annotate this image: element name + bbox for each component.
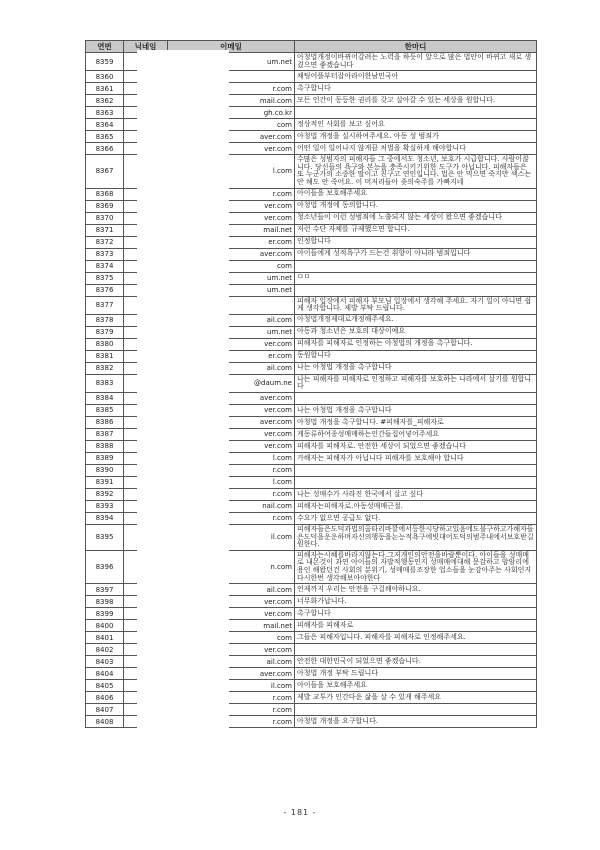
row-email: r.com — [168, 188, 295, 200]
row-comment: 너무화가납니다. — [295, 596, 537, 608]
row-comment: 수많은 성범자의 피해자들 그 중에서도 청소년, 보호가 시급합니다. 사람이잖니다. 당신들의 욕구와 본능을 충족시키기위한 도구가 아닙니다. 피해자들은 또 누군가의 소중한 딸이고 친구고 연인입니다. 법은 안 먹으면 죽지만 섹스는 안 해도 안 죽어요. 이 머저리들아 좆의숙주를 가빠지네 — [295, 155, 537, 188]
row-number: 8383 — [86, 374, 124, 392]
row-comment: 나는 아청법 개정을 촉구합니다 — [295, 404, 537, 416]
row-email: mail.net — [168, 620, 295, 632]
row-comment: 나는 피해자를 피해자로 인정하고 피해자를 보호하는 나라에서 살기를 원합니다 — [295, 374, 537, 392]
row-number: 8364 — [86, 119, 124, 131]
row-comment: 아청법 개정에 동의합니다. — [295, 200, 537, 212]
row-email: il.com — [168, 524, 295, 550]
row-email: gh.co.kr — [168, 107, 295, 119]
row-number: 8384 — [86, 392, 124, 404]
row-number: 8367 — [86, 155, 124, 188]
row-email: um.net — [168, 284, 295, 296]
row-email: ver.com — [168, 644, 295, 656]
row-comment: 아청법 개정을 실시하여주세요. 아동 성 범죄가 — [295, 131, 537, 143]
row-comment — [295, 644, 537, 656]
row-number: 8400 — [86, 620, 124, 632]
row-number: 8394 — [86, 512, 124, 524]
row-email: l.com — [168, 476, 295, 488]
row-email: ail.com — [168, 584, 295, 596]
row-comment: 언제까지 우리는 안전을 구걸해야하나요. — [295, 584, 537, 596]
row-email: r.com — [168, 692, 295, 704]
row-email: @daum.ne — [168, 374, 295, 392]
row-comment: 아이들을 보호해주세요 — [295, 680, 537, 692]
page-number: - 181 - — [283, 808, 317, 817]
row-number: 8393 — [86, 500, 124, 512]
row-number: 8387 — [86, 428, 124, 440]
row-number: 8377 — [86, 296, 124, 314]
row-email: com — [168, 260, 295, 272]
row-number: 8373 — [86, 248, 124, 260]
row-number: 8379 — [86, 326, 124, 338]
row-email: r.com — [168, 464, 295, 476]
row-comment: 아청법 개정 부탁 드립니다 — [295, 668, 537, 680]
row-number: 8376 — [86, 284, 124, 296]
row-number: 8378 — [86, 314, 124, 326]
row-comment: 피해자를 피해자로 인정하는 아청법의 개정을 촉구합니다. — [295, 338, 537, 350]
row-email: mail.com — [168, 95, 295, 107]
row-comment: 피해자 입장에서 피해자 부모님 입장에서 생각해 주세요. 자기 일이 아니면 쉽게 생각합니다. 제발 부탁 드립니다. — [295, 296, 537, 314]
row-number: 8391 — [86, 476, 124, 488]
row-email: com — [168, 632, 295, 644]
row-number: 8403 — [86, 656, 124, 668]
row-number: 8368 — [86, 188, 124, 200]
row-comment — [295, 107, 537, 119]
row-number: 8371 — [86, 224, 124, 236]
row-email: ver.com — [168, 440, 295, 452]
row-number: 8390 — [86, 464, 124, 476]
row-number: 8361 — [86, 83, 124, 95]
row-email: ver.com — [168, 338, 295, 350]
redaction-block — [137, 50, 229, 844]
row-number: 8372 — [86, 236, 124, 248]
row-email: aver.com — [168, 416, 295, 428]
row-number: 8398 — [86, 596, 124, 608]
row-number: 8406 — [86, 692, 124, 704]
header-nickname: 닉네임 — [124, 41, 168, 53]
row-email: l.com — [168, 452, 295, 464]
row-number: 8385 — [86, 404, 124, 416]
row-email: ver.com — [168, 143, 295, 155]
row-comment — [295, 464, 537, 476]
row-comment — [295, 260, 537, 272]
row-email: ail.com — [168, 314, 295, 326]
row-email: ver.com — [168, 608, 295, 620]
row-email: er.com — [168, 350, 295, 362]
row-comment: 피해자는시혜를바라지않는다.그저개인의안전을바랄뿐이다. 아이들을 성매매로 내몬것이 과연 아이들의 자발적행동인지 성매매에대해 문감하고 암암리에 용인 해왔던건 사회의 분위기, 성매매를조장한 업소들을 눈감아주는 사회인지 다시한번 생각해보아야한다 — [295, 550, 537, 583]
row-email: er.com — [168, 236, 295, 248]
row-email: aver.com — [168, 248, 295, 260]
row-number: 8405 — [86, 680, 124, 692]
row-number: 8386 — [86, 416, 124, 428]
row-email: r.com — [168, 83, 295, 95]
row-number: 8399 — [86, 608, 124, 620]
row-comment: ㅁㅁ — [295, 272, 537, 284]
header-number: 연번 — [86, 41, 124, 53]
row-email: r.com — [168, 716, 295, 728]
row-email: r.com — [168, 488, 295, 500]
row-email: aver.com — [168, 392, 295, 404]
row-email: n.com — [168, 550, 295, 583]
row-email: aver.com — [168, 668, 295, 680]
row-number: 8380 — [86, 338, 124, 350]
row-number: 8360 — [86, 71, 124, 83]
row-comment: 동원합니다 — [295, 350, 537, 362]
row-email: l.com — [168, 155, 295, 188]
row-comment: 아청법개정이바뀌어갈려는 노력을 하듯이 앞으로 많은 법안이 바뀌고 새로 생겼으면 좋겠습니다 — [295, 53, 537, 71]
row-comment: 제발 교투가 인간다운 삶을 살 수 있게 해주세요 — [295, 692, 537, 704]
row-number: 8366 — [86, 143, 124, 155]
row-comment: 아청법 개정을 촉구합니다. #피해자를_피해자로 — [295, 416, 537, 428]
row-comment: 아동과 청소년은 보호의 대상이예요 — [295, 326, 537, 338]
row-comment: 청소년들이 이런 성범죄에 노출되지 않는 세상이 왔으면 좋겠습니다 — [295, 212, 537, 224]
row-number: 8396 — [86, 550, 124, 583]
row-comment: 피해자를 피해자로 — [295, 620, 537, 632]
row-comment: 수요가 없으면 공급도 없다. — [295, 512, 537, 524]
row-number: 8404 — [86, 668, 124, 680]
row-number: 8397 — [86, 584, 124, 596]
row-comment: 나는 아청법 개정을 촉구합니다 — [295, 362, 537, 374]
row-email: um.net — [168, 326, 295, 338]
row-comment: 안전한 대한민국이 되었으면 좋겠습니다. — [295, 656, 537, 668]
row-comment: 채팅어플부터잡아라이한남민국아 — [295, 71, 537, 83]
row-email: ver.com — [168, 200, 295, 212]
row-comment: 정상적인 사회를 보고 싶어요 — [295, 119, 537, 131]
row-comment: 아청법 개정을 요구합니다. — [295, 716, 537, 728]
row-number: 8359 — [86, 53, 124, 71]
row-number: 8408 — [86, 716, 124, 728]
row-email: ail.com — [168, 362, 295, 374]
row-comment — [295, 476, 537, 488]
row-number: 8401 — [86, 632, 124, 644]
row-number: 8402 — [86, 644, 124, 656]
row-comment: 그들은 피해자입니다. 피해자를 피해자로 인정해주세요. — [295, 632, 537, 644]
row-comment — [295, 392, 537, 404]
row-number: 8389 — [86, 452, 124, 464]
row-email: ver.com — [168, 212, 295, 224]
row-email: mail.net — [168, 224, 295, 236]
row-comment: 어떤 일이 일어나지 않게끔 처벌을 확실하게 해야합니다 — [295, 143, 537, 155]
row-email: ver.com — [168, 596, 295, 608]
row-comment — [295, 284, 537, 296]
row-number: 8363 — [86, 107, 124, 119]
header-email: 이메일 — [168, 41, 295, 53]
row-comment: 아이들을 보호해주세요 — [295, 188, 537, 200]
row-number: 8374 — [86, 260, 124, 272]
row-comment: 피해자를 피해자로. 안전한 세상이 되었으면 좋겠습니다 — [295, 440, 537, 452]
row-email: r.com — [168, 704, 295, 716]
row-comment: 피해자는피해자로.아동성매매근절. — [295, 500, 537, 512]
row-number: 8362 — [86, 95, 124, 107]
row-comment: 아청법개정제대로개정해주세요. — [295, 314, 537, 326]
row-number: 8369 — [86, 200, 124, 212]
row-number: 8370 — [86, 212, 124, 224]
header-comment: 한마디 — [295, 41, 537, 53]
row-comment: 게동류하여종성매매하는인간들집어넣어주세요 — [295, 428, 537, 440]
row-number: 8375 — [86, 272, 124, 284]
row-comment: 아이들에게 성적욕구가 드는건 취향이 아니라 범죄입니다 — [295, 248, 537, 260]
row-number: 8395 — [86, 524, 124, 550]
row-email: ver.com — [168, 428, 295, 440]
row-email: um.net — [168, 272, 295, 284]
row-email: ver.com — [168, 404, 295, 416]
row-number: 8381 — [86, 350, 124, 362]
row-comment: 모든 인간이 동등한 권리를 갖고 살아갈 수 있는 세상을 원합니다. — [295, 95, 537, 107]
row-email: um.net — [168, 53, 295, 71]
row-comment: 인정합니다 — [295, 236, 537, 248]
row-email: ail.com — [168, 656, 295, 668]
row-number: 8365 — [86, 131, 124, 143]
row-number: 8382 — [86, 362, 124, 374]
row-comment — [295, 704, 537, 716]
row-comment: 가해자는 피해자가 아닙니다 피해자를 보호해야 합니다 — [295, 452, 537, 464]
row-email: aver.com — [168, 131, 295, 143]
row-number: 8388 — [86, 440, 124, 452]
row-comment: 촉구합니다 — [295, 608, 537, 620]
row-number: 8392 — [86, 488, 124, 500]
row-email: com — [168, 119, 295, 131]
row-comment: 피해자들은도덕과법의올타리바깥에서등한시당하고있음에도불구하고가해자들은도덕을운운하며자신의행동을논능적욕구에빗대어도덕의범주내에서보호받길원한다. — [295, 524, 537, 550]
row-email: r.com — [168, 512, 295, 524]
row-comment: 저런 수단 자체를 규제했으면 합니다. — [295, 224, 537, 236]
row-number: 8407 — [86, 704, 124, 716]
row-email: nail.com — [168, 500, 295, 512]
row-comment: 나는 성매수가 사라진 한국에서 살고 싶다 — [295, 488, 537, 500]
row-comment: 촉구합니다 — [295, 83, 537, 95]
row-email: il.com — [168, 680, 295, 692]
